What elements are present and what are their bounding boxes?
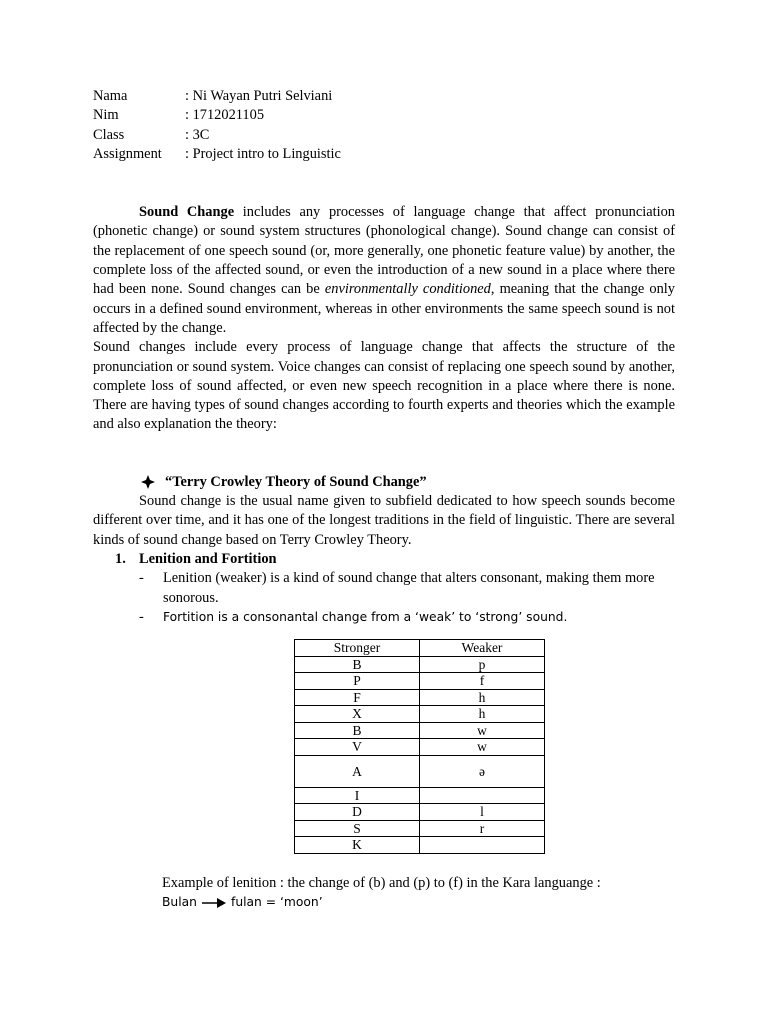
list-item-text: Lenition (weaker) is a kind of sound change that alters consonant, making them more sonorous.: [163, 570, 655, 606]
example-target-word: fulan = ‘moon’: [230, 894, 323, 909]
table-row: [295, 689, 545, 706]
table-row: [295, 656, 545, 673]
second-paragraph: Sound changes include every process of language change that affects the structure of the pronunciation or sound system. Voice changes can consist of replacing one speech sound by another, complete loss of sound affected, or even new speech recognition in a place where there is none. There are having types of sound changes according to fourth experts and theories which the example and also explanation the theory:: [93, 339, 675, 433]
intro-paragraph: [93, 203, 675, 338]
table-cell: h: [420, 706, 545, 723]
example-source-word: Bulan: [162, 894, 197, 909]
info-value: : Ni Wayan Putri Selviani: [185, 88, 333, 104]
sound-change-term: Sound Change: [139, 204, 235, 221]
table-cell: D: [295, 804, 420, 821]
student-info: [93, 87, 675, 164]
info-label: Assignment: [93, 145, 162, 162]
dash-marker: -: [139, 570, 144, 587]
list-item: [93, 569, 675, 608]
theory-heading: [93, 473, 675, 492]
table-cell: A: [295, 755, 420, 787]
table-cell: [420, 837, 545, 854]
section-heading-lenition: [93, 550, 675, 569]
info-row-nama: [93, 87, 675, 106]
table-cell: f: [420, 673, 545, 690]
table-row: [295, 673, 545, 690]
table-row: [295, 804, 545, 821]
table-row: [295, 755, 545, 787]
table-cell: I: [295, 787, 420, 804]
table-cell: ə: [420, 755, 545, 787]
dash-marker: -: [139, 608, 144, 625]
table-cell: S: [295, 820, 420, 837]
info-row-nim: [93, 106, 675, 125]
table-cell: p: [420, 656, 545, 673]
table-header-weaker: Weaker: [420, 640, 545, 657]
table-cell: B: [295, 722, 420, 739]
environmentally-conditioned-term: environmentally conditioned: [324, 281, 491, 298]
intro-text-1: includes any processes of language change that affect pronunciation (phonetic change) or sound system structures (phonological change). Sound change can consist of the replacement of one speech sound (or, more generally, one phonetic feature value) by another, the complete loss of the affected sound, or even the introduction of a new sound in a place where there had been none. Sound changes can be: [93, 204, 675, 298]
list-item-text: Fortition is a consonantal change from a ‘weak’ to ‘strong’ sound.: [163, 609, 568, 624]
intro-text-2: , meaning that the change only occurs in a defined sound environment, whereas in other environments the same speech sound is not affected by the change.: [93, 281, 675, 336]
table-cell: X: [295, 706, 420, 723]
sound-change-table: [294, 639, 545, 854]
example-transformation: [93, 893, 675, 912]
right-arrow-icon: [201, 897, 227, 909]
example-line: Example of lenition : the change of (b) and (p) to (f) in the Kara languange :: [162, 874, 601, 891]
theory-paragraph: Sound change is the usual name given to subfield dedicated to how speech sounds become different over time, and it has one of the longest traditions in the field of linguistic. There are several kinds of sound change based on Terry Crowley Theory.: [93, 493, 675, 548]
table-row: [295, 722, 545, 739]
table-row: [295, 706, 545, 723]
table-cell: l: [420, 804, 545, 821]
info-label: Class: [93, 126, 125, 143]
theory-title: “Terry Crowley Theory of Sound Change”: [165, 473, 427, 490]
info-value: : 1712021105: [185, 107, 265, 124]
info-row-class: [93, 126, 675, 145]
info-value: : Project intro to Linguistic: [185, 145, 341, 162]
info-label: Nim: [93, 107, 119, 124]
info-row-assignment: [93, 145, 675, 164]
table-cell: K: [295, 837, 420, 854]
section-number: 1.: [115, 550, 126, 567]
table-cell: B: [295, 656, 420, 673]
table-cell: V: [295, 739, 420, 756]
table-row: [295, 820, 545, 837]
table-cell: w: [420, 722, 545, 739]
info-value: : 3C: [185, 126, 210, 143]
table-cell: F: [295, 689, 420, 706]
diamond-bullet-icon: [141, 475, 155, 489]
info-label: Nama: [93, 88, 128, 104]
table-row: [295, 787, 545, 804]
table-row: [295, 739, 545, 756]
table-cell: P: [295, 673, 420, 690]
table-cell: h: [420, 689, 545, 706]
table-cell: r: [420, 820, 545, 837]
table-header-row: [295, 640, 545, 657]
section-title: Lenition and Fortition: [139, 550, 277, 567]
list-item: [93, 608, 675, 627]
document-page: [93, 87, 675, 912]
table-cell: w: [420, 739, 545, 756]
table-header-stronger: Stronger: [295, 640, 420, 657]
table-cell: [420, 787, 545, 804]
table-row: [295, 837, 545, 854]
